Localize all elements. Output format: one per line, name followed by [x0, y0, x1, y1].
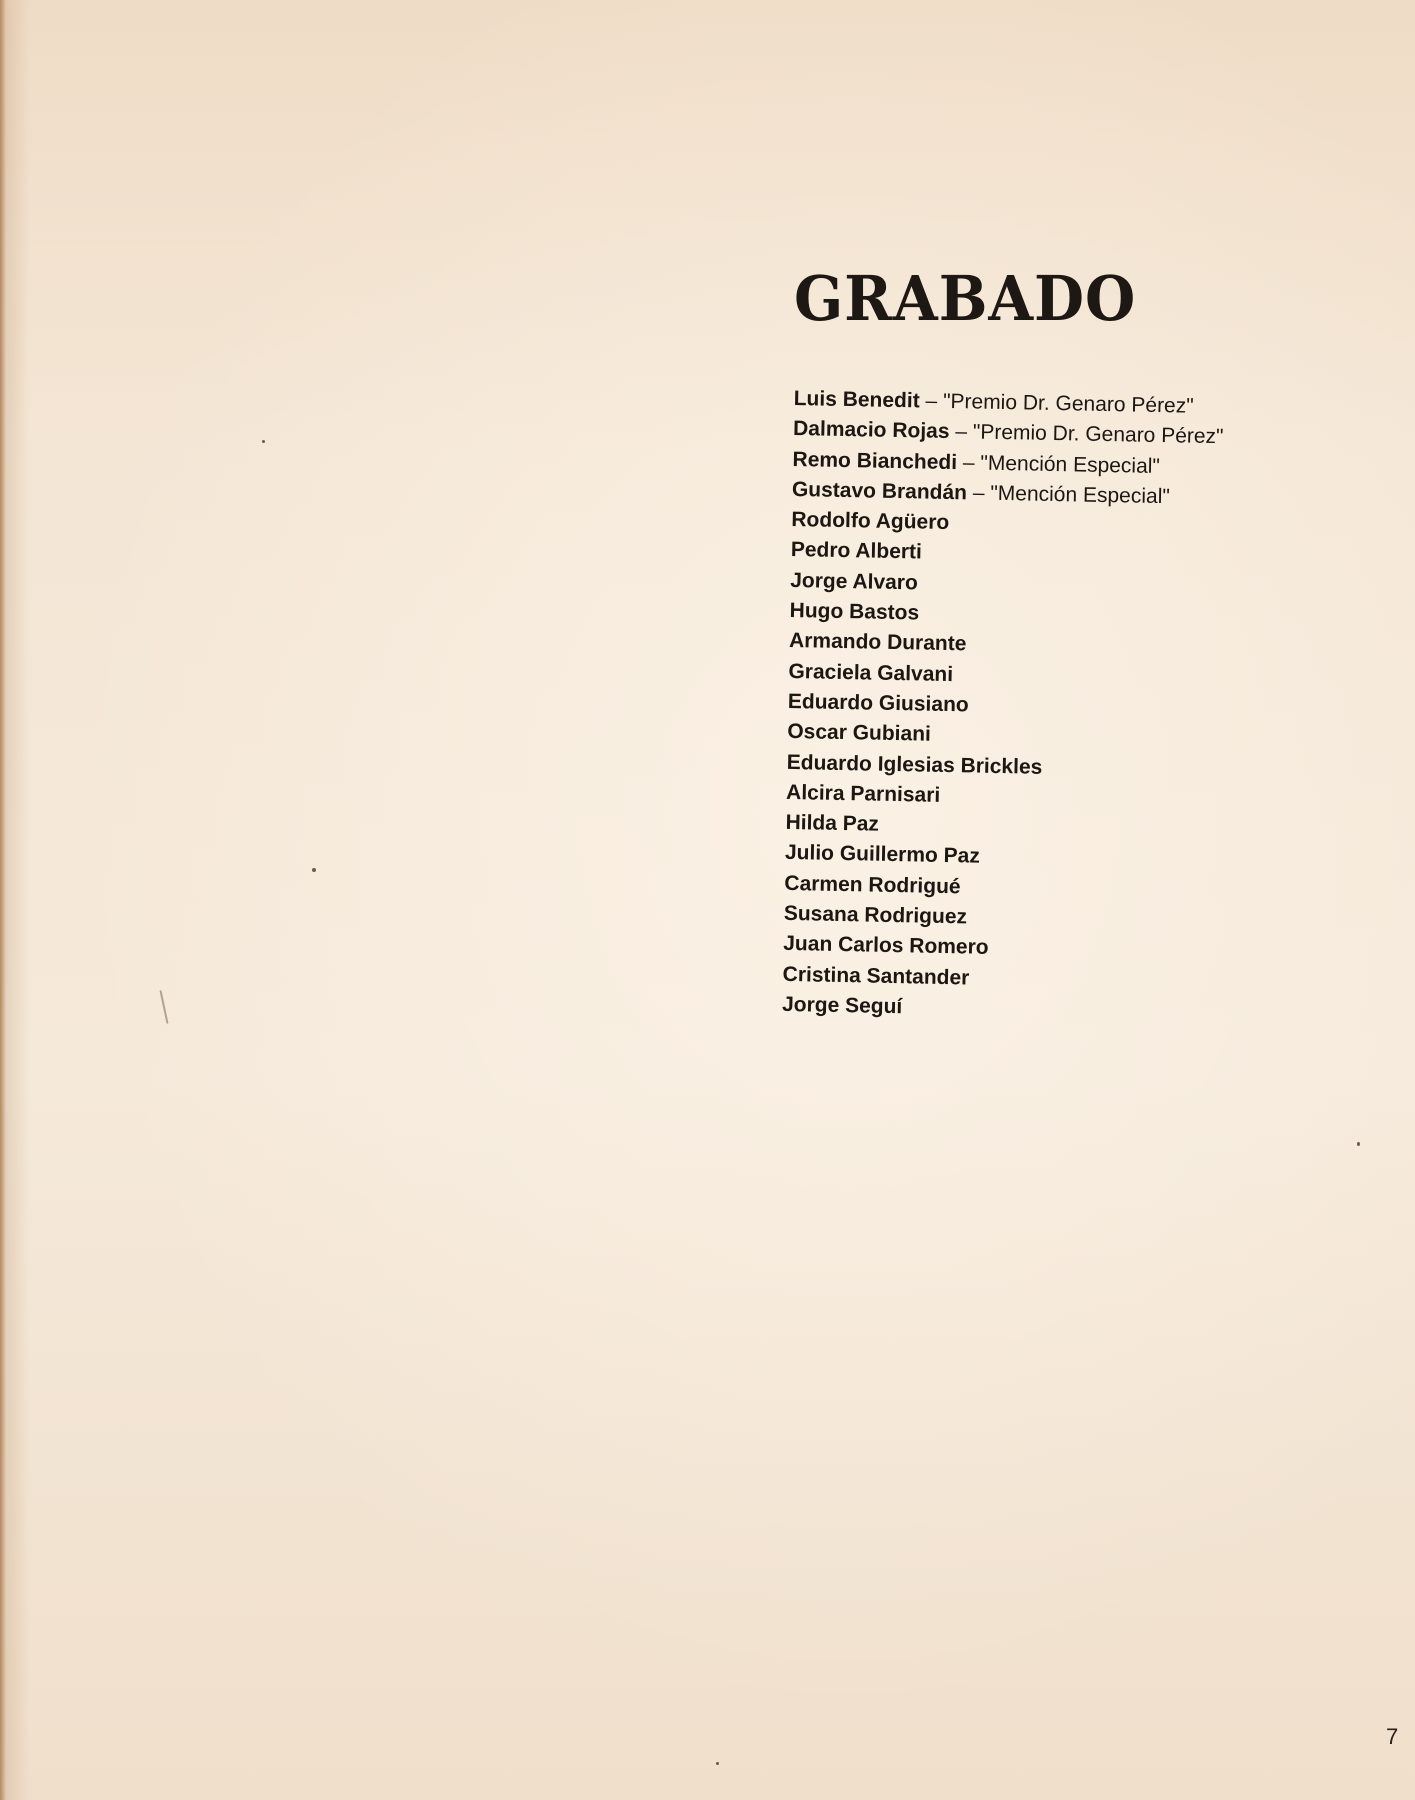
separator: –	[919, 389, 944, 413]
artist-name: Dalmacio Rojas	[792, 417, 950, 444]
separator: –	[966, 481, 991, 505]
artist-name: Julio Guillermo Paz	[784, 841, 981, 869]
artist-name: Oscar Gubiani	[787, 720, 932, 746]
artist-name: Gustavo Brandán	[791, 477, 968, 505]
separator: –	[949, 420, 974, 444]
paper-speck	[312, 868, 316, 872]
page-edge-shadow	[0, 0, 6, 1800]
section-title: GRABADO	[794, 262, 1137, 335]
award-label: "Premio Dr. Genaro Pérez"	[972, 420, 1224, 449]
artist-name: Susana Rodriguez	[783, 901, 968, 929]
artist-name: Pedro Alberti	[790, 538, 923, 564]
artist-name: Juan Carlos Romero	[783, 932, 989, 960]
artist-name: Cristina Santander	[782, 962, 970, 990]
award-label: "Mención Especial"	[990, 481, 1171, 509]
artist-list	[782, 384, 1225, 1028]
artist-name: Armando Durante	[788, 629, 967, 656]
artist-name: Remo Bianchedi	[792, 447, 958, 474]
artist-name: Luis Benedit	[793, 386, 920, 413]
artist-name: Hugo Bastos	[789, 599, 920, 625]
artist-name: Jorge Alvaro	[790, 568, 919, 595]
page-number: 7	[1386, 1724, 1399, 1749]
artist-name: Eduardo Giusiano	[787, 689, 969, 717]
artist-name: Rodolfo Agüero	[791, 508, 950, 535]
paper-mark	[159, 990, 168, 1024]
award-label: "Premio Dr. Genaro Pérez"	[942, 389, 1194, 418]
separator: –	[956, 450, 981, 475]
paper-speck	[262, 440, 265, 443]
artist-name: Hilda Paz	[785, 811, 880, 836]
paper-speck	[1357, 1142, 1360, 1146]
award-label: "Mención Especial"	[980, 451, 1161, 478]
artist-name: Alcira Parnisari	[785, 780, 941, 807]
artist-name: Carmen Rodrigué	[784, 871, 961, 899]
artist-name: Jorge Seguí	[781, 992, 903, 1019]
paper-speck	[716, 1762, 719, 1765]
artist-name: Eduardo Iglesias Brickles	[786, 750, 1043, 779]
artist-name: Graciela Galvani	[788, 659, 954, 686]
